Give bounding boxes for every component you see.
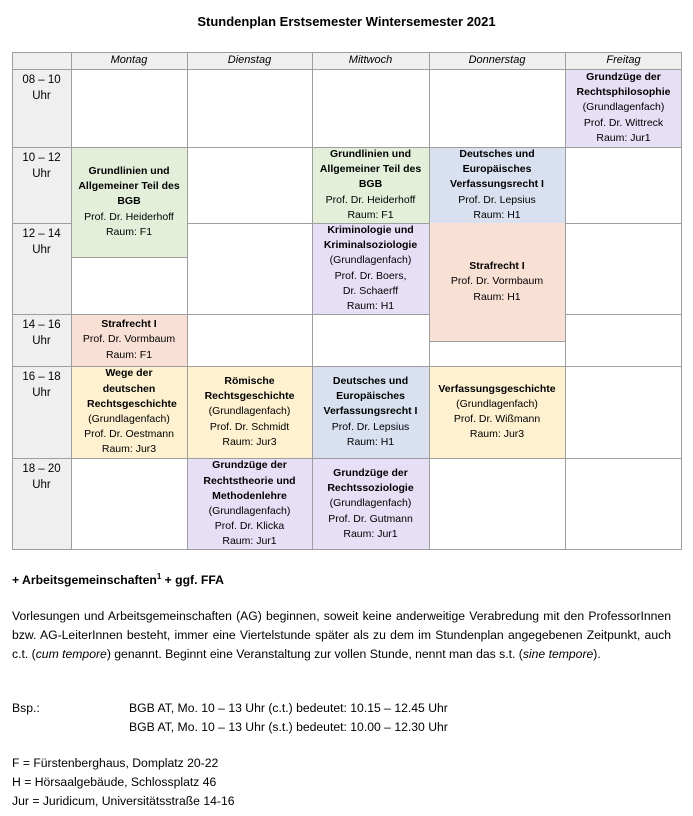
- course-lecturer: Prof. Dr. Lepsius: [331, 420, 410, 433]
- course-mittwoch-rechtssoziologie: [312, 458, 429, 550]
- course-lecturer: Prof. Dr. Lepsius: [458, 193, 536, 206]
- course-title: Kriminologie und Kriminalsoziologie: [323, 223, 418, 252]
- course-title: Grundlinien und Allgemeiner Teil des BGB: [78, 164, 180, 208]
- course-room: Raum: Jur1: [222, 535, 277, 548]
- timetable: [12, 52, 682, 550]
- grid-line: [565, 52, 566, 550]
- grid-line: [12, 69, 682, 70]
- course-donnerstag-verfassungsrecht: [429, 147, 565, 223]
- legend-item: F = Fürstenberghaus, Domplatz 20-22: [12, 756, 219, 770]
- course-montag-rechtsgeschichte: [71, 366, 187, 458]
- grid-line: [429, 341, 565, 342]
- course-type: (Grundlagenfach): [208, 405, 291, 418]
- grid-line: [12, 549, 682, 550]
- grid-line: [429, 52, 430, 550]
- grid-line: [12, 52, 13, 550]
- course-type: (Grundlagenfach): [208, 505, 291, 517]
- grid-line: [12, 314, 71, 315]
- course-title: Wege der deutschen Rechtsgeschichte: [87, 367, 177, 410]
- course-type: (Grundlagenfach): [582, 101, 665, 114]
- header-day-montag: Montag: [71, 52, 187, 69]
- course-title: Grundlinien und Allgemeiner Teil des BGB: [319, 148, 422, 191]
- course-room: Raum: Jur3: [469, 428, 525, 441]
- course-dienstag-rechtstheorie: [187, 458, 312, 550]
- paragraph-text: ) genannt. Beginnt eine Veranstaltung zur vollen Stunde, nennt man das s.t. (: [106, 647, 523, 661]
- course-room: Raum: Jur1: [343, 527, 398, 540]
- time-slot: 12 – 14 Uhr: [12, 223, 71, 314]
- course-lecturer: Prof. Dr. Wittreck: [583, 116, 664, 129]
- grid-line: [71, 52, 72, 550]
- heading-part: + ggf. FFA: [161, 573, 224, 587]
- course-lecturer: Prof. Dr. Vormbaum: [82, 333, 176, 346]
- course-lecturer: Prof. Dr. Heiderhoff: [84, 210, 174, 223]
- course-dienstag-roemische-rechtsgeschichte: [187, 366, 312, 458]
- course-type: (Grundlagenfach): [329, 497, 412, 510]
- course-title: Römische Rechtsgeschichte: [204, 374, 295, 403]
- course-room: Raum: H1: [473, 290, 521, 303]
- course-lecturer: Prof. Dr. Wißmann: [453, 413, 541, 425]
- course-title: Strafrecht I: [101, 318, 157, 331]
- course-room: Raum: Jur1: [596, 131, 651, 144]
- example-label: Bsp.:: [12, 701, 40, 715]
- time-slot: 14 – 16 Uhr: [12, 314, 71, 366]
- course-mittwoch-bgb: [312, 147, 429, 223]
- course-title: Verfassungsgeschichte: [438, 382, 556, 395]
- grid-line: [12, 223, 71, 224]
- course-lecturer: Prof. Dr. Klicka: [214, 520, 285, 533]
- course-montag-bgb: [71, 147, 187, 257]
- header-day-freitag: Freitag: [565, 52, 682, 69]
- course-freitag-rechtsphilosophie: [565, 69, 682, 147]
- grid-line: [12, 52, 682, 53]
- time-slot: 16 – 18 Uhr: [12, 366, 71, 458]
- course-type: (Grundlagenfach): [88, 413, 170, 425]
- course-title: Grundzüge der Rechtssoziologie: [327, 466, 414, 495]
- course-title: Deutsches und Europäisches Verfassungsrecht I: [450, 148, 544, 191]
- footnote-marker: 1: [156, 571, 162, 581]
- course-type: (Grundlagenfach): [456, 397, 538, 410]
- course-donnerstag-strafrecht: [429, 223, 565, 341]
- header-corner: [12, 52, 71, 69]
- example-line: BGB AT, Mo. 10 – 13 Uhr (c.t.) bedeutet: 10.15 – 12.45 Uhr: [129, 701, 448, 715]
- header-day-dienstag: Dienstag: [187, 52, 312, 69]
- grid-line: [71, 257, 187, 258]
- course-room: Raum: Jur3: [222, 435, 277, 448]
- header-day-donnerstag: Donnerstag: [429, 52, 565, 69]
- course-lecturer: Prof. Dr. Heiderhoff: [325, 193, 416, 206]
- course-title: Deutsches und Europäisches Verfassungsrecht I: [323, 374, 418, 418]
- grid-line: [187, 223, 429, 224]
- grid-line: [12, 366, 682, 367]
- time-slot: 10 – 12 Uhr: [12, 147, 71, 223]
- course-donnerstag-verfassungsgeschichte: [429, 366, 565, 458]
- course-room: Raum: H1: [473, 208, 521, 221]
- course-type: (Grundlagenfach): [329, 254, 412, 267]
- grid-line: [565, 314, 682, 315]
- paragraph-text: ).: [593, 647, 601, 661]
- header-day-mittwoch: Mittwoch: [312, 52, 429, 69]
- time-slot: 08 – 10 Uhr: [12, 69, 71, 147]
- course-title: Strafrecht I: [469, 260, 525, 273]
- course-room: Raum: Jur3: [101, 443, 157, 456]
- intro-paragraph: [12, 607, 671, 664]
- course-title: Grundzüge der Rechtsphilosophie: [576, 70, 671, 99]
- grid-line: [12, 458, 682, 459]
- grid-line: [312, 52, 313, 550]
- course-montag-strafrecht: [71, 314, 187, 366]
- heading-part: + Arbeitsgemeinschaften: [12, 573, 157, 587]
- course-room: Raum: F1: [105, 348, 153, 361]
- grid-line: [187, 52, 188, 550]
- legend-item: Jur = Juridicum, Universitätsstraße 14-16: [12, 794, 235, 808]
- example-line: BGB AT, Mo. 10 – 13 Uhr (s.t.) bedeutet: 10.00 – 12.30 Uhr: [129, 720, 448, 734]
- paragraph-emphasis: cum tempore: [35, 647, 107, 661]
- course-room: Raum: H1: [346, 299, 395, 312]
- course-lecturer: Prof. Dr. Oestmann: [84, 428, 174, 441]
- notes-heading: [12, 571, 224, 590]
- grid-line: [565, 223, 682, 224]
- grid-line: [71, 314, 429, 315]
- paragraph-emphasis: sine tempore: [522, 647, 594, 661]
- paragraph-text: Vorlesungen und Arbeitsgemeinschaften (AG) beginnen, soweit keine anderweitige Verabredung mit den ProfessorInnen bzw. AG-LeiterInnen besteht, immer eine Viertelstunde später als zu dem im Stundenplan angegebenen Zeitpunkt, auch c.t. (: [12, 609, 671, 661]
- grid-line: [681, 52, 682, 550]
- course-lecturer: Prof. Dr. Boers, Dr. Schaerff: [334, 269, 407, 297]
- course-title: Grundzüge der Rechtstheorie und Methodenlehre: [203, 459, 296, 502]
- course-lecturer: Prof. Dr. Schmidt: [209, 420, 290, 433]
- page-title: Stundenplan Erstsemester Wintersemester 2021: [197, 14, 496, 29]
- course-lecturer: Prof. Dr. Vormbaum: [450, 275, 544, 288]
- course-room: Raum: H1: [346, 435, 395, 448]
- course-room: Raum: F1: [347, 208, 394, 221]
- course-mittwoch-verfassungsrecht: [312, 366, 429, 458]
- course-room: Raum: F1: [105, 225, 153, 238]
- course-mittwoch-kriminologie: [312, 223, 429, 314]
- course-lecturer: Prof. Dr. Gutmann: [328, 512, 413, 525]
- time-slot: 18 – 20 Uhr: [12, 458, 71, 550]
- legend-item: H = Hörsaalgebäude, Schlossplatz 46: [12, 775, 217, 789]
- grid-line: [12, 147, 682, 148]
